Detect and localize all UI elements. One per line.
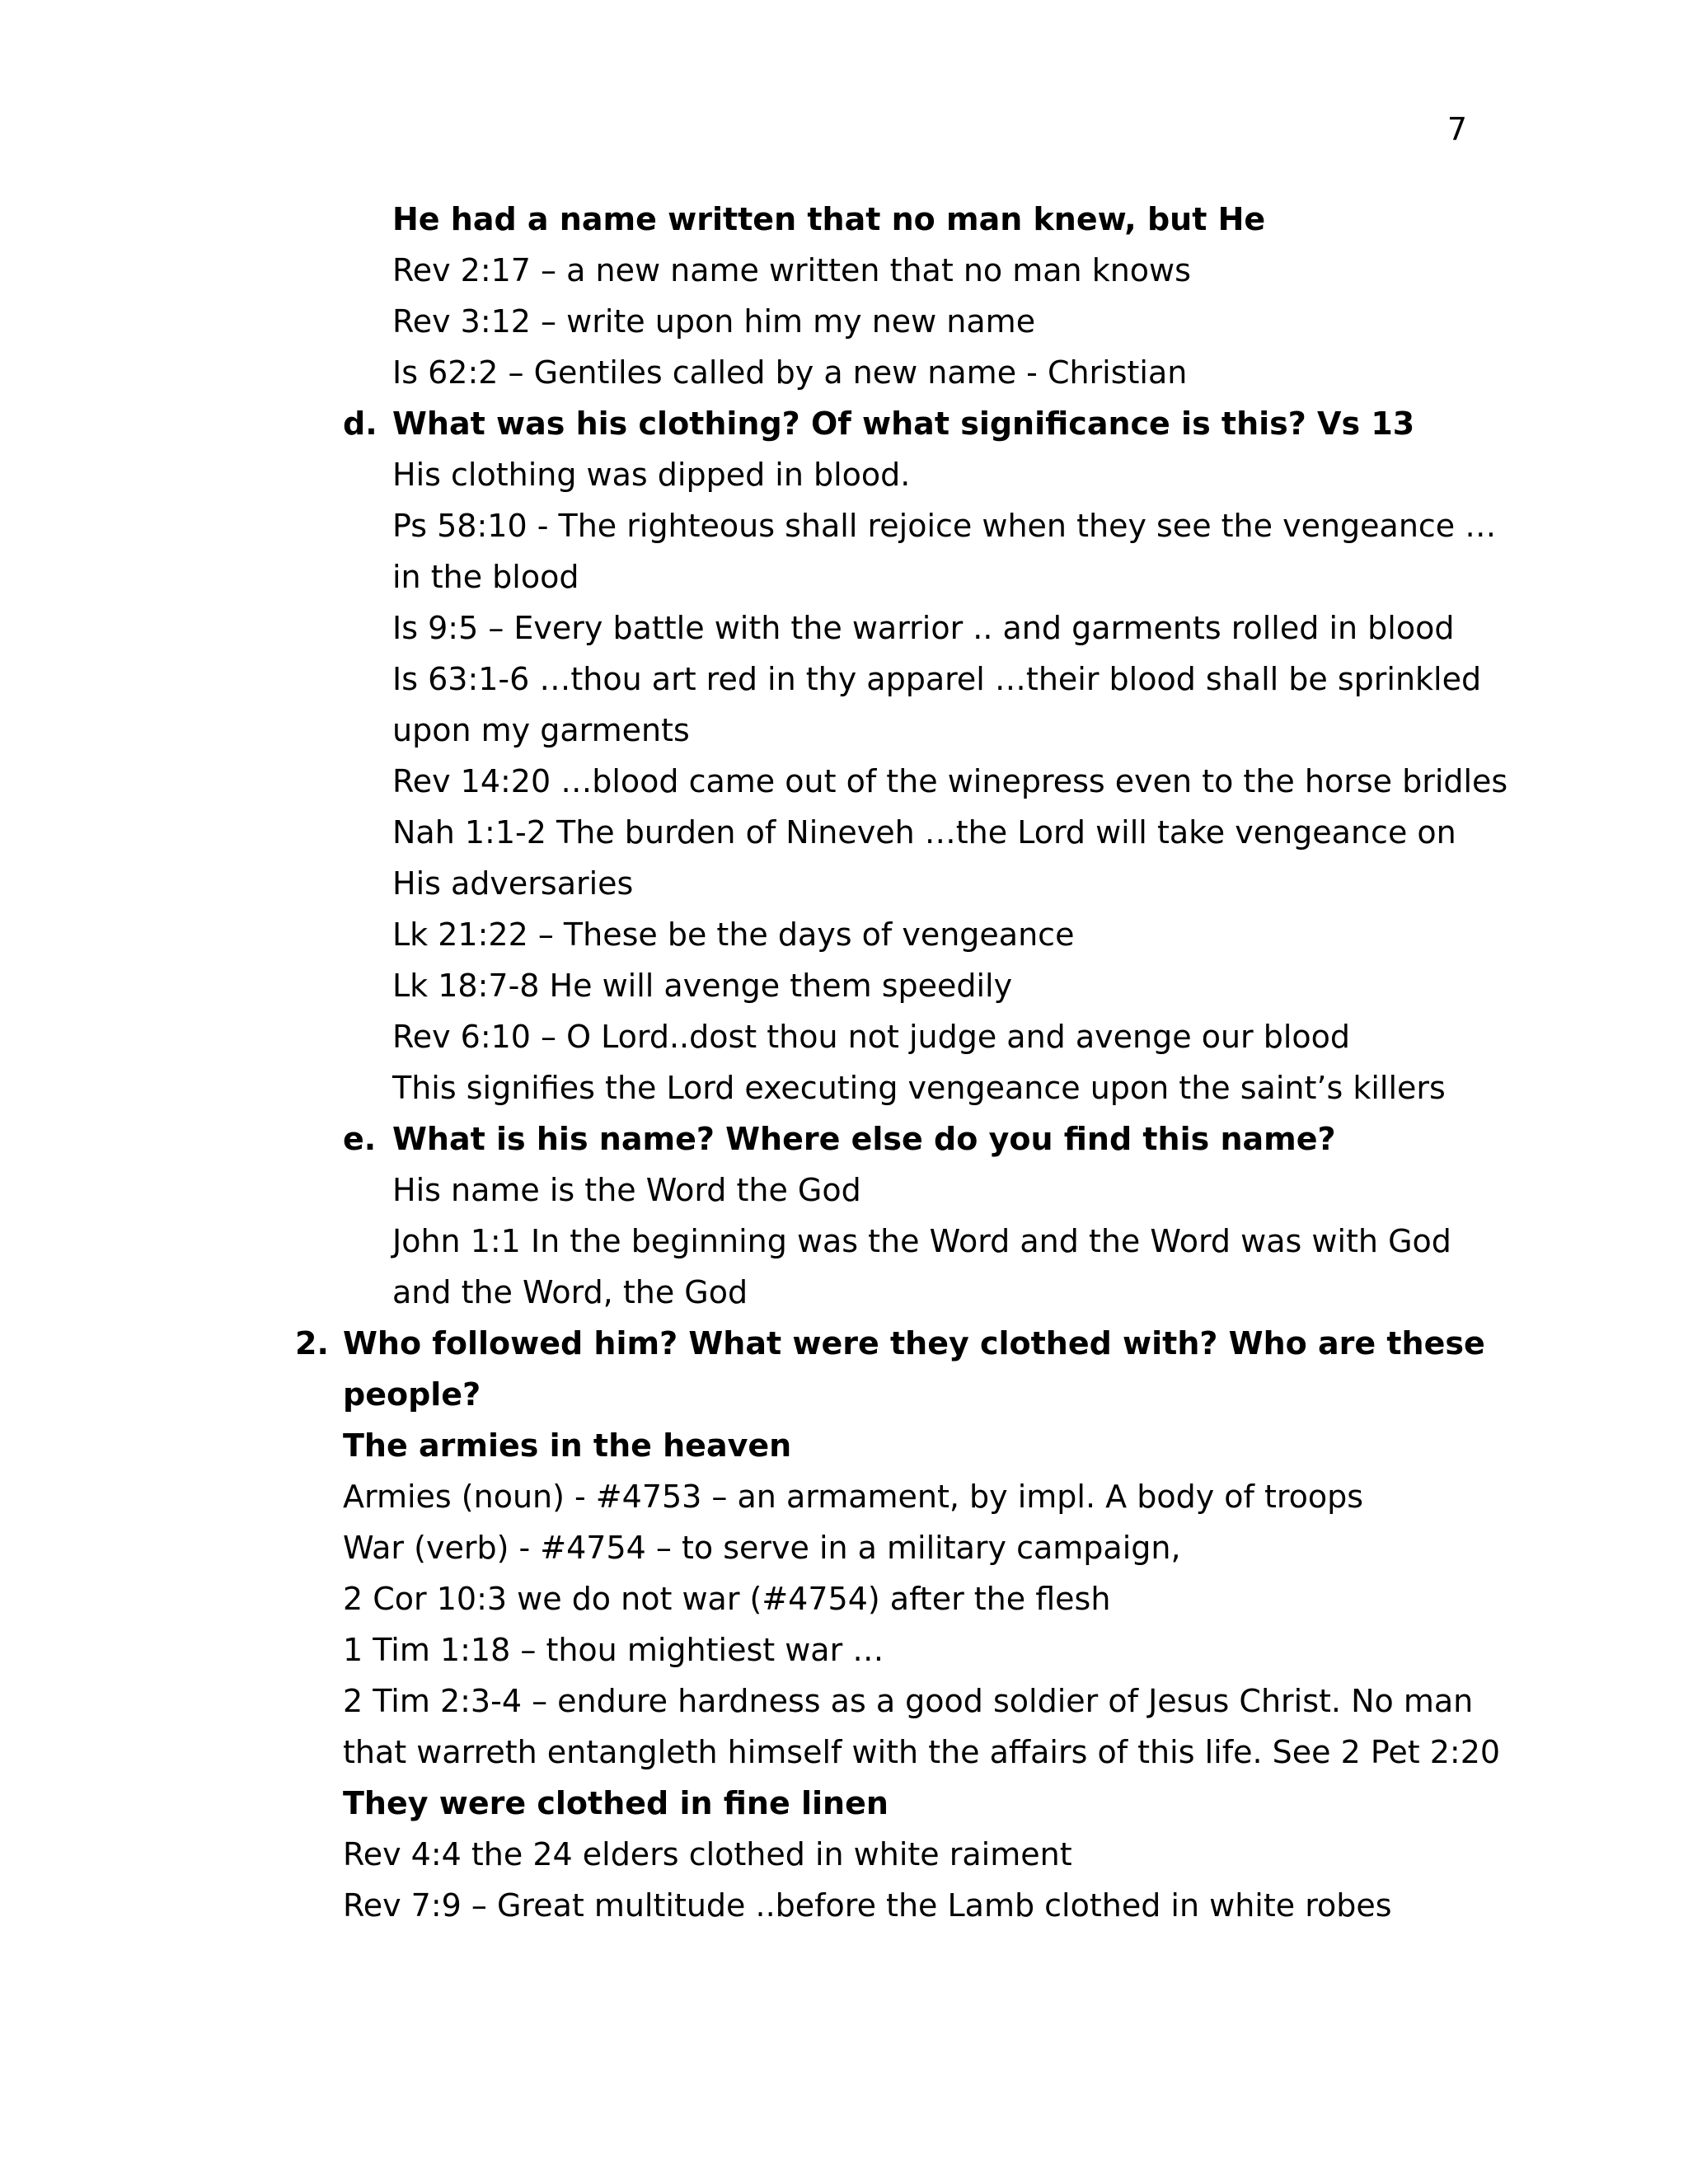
section-c-line: Rev 3:12 – write upon him my new name xyxy=(392,303,1036,340)
item-2-subheading: The armies in the heaven xyxy=(343,1427,792,1464)
section-c-line: Is 62:2 – Gentiles called by a new name - Christian xyxy=(392,354,1188,391)
section-d-line: Lk 18:7-8 He will avenge them speedily xyxy=(392,968,1013,1004)
section-e-line: John 1:1 In the beginning was the Word and the Word was with God xyxy=(392,1223,1451,1259)
item-2-line: War (verb) - #4754 – to serve in a military campaign, xyxy=(343,1530,1181,1566)
section-c-heading: He had a name written that no man knew, but He xyxy=(392,201,1266,237)
item-2-subheading: They were clothed in fine linen xyxy=(343,1785,889,1821)
section-d-line: Is 9:5 – Every battle with the warrior .. and garments rolled in blood xyxy=(392,610,1455,646)
section-d-line: Rev 14:20 …blood came out of the winepress even to the horse bridles xyxy=(392,763,1508,799)
section-d-line: upon my garments xyxy=(392,712,690,748)
section-d-line: Rev 6:10 – O Lord..dost thou not judge and avenge our blood xyxy=(392,1019,1351,1055)
section-e-line: and the Word, the God xyxy=(392,1274,748,1310)
item-2-line: 1 Tim 1:18 – thou mightiest war … xyxy=(343,1632,884,1668)
list-marker-2: 2. xyxy=(295,1325,329,1361)
section-d-line: Nah 1:1-2 The burden of Nineveh …the Lord will take vengeance on xyxy=(392,814,1456,851)
section-d-line: Is 63:1-6 …thou art red in thy apparel …their blood shall be sprinkled xyxy=(392,661,1482,697)
item-2-line: that warreth entangleth himself with the affairs of this life. See 2 Pet 2:20 xyxy=(343,1734,1501,1770)
section-d-line: in the blood xyxy=(392,559,579,595)
section-d-line: Ps 58:10 - The righteous shall rejoice when they see the vengeance … xyxy=(392,508,1497,544)
item-2-heading: Who followed him? What were they clothed with? Who are these xyxy=(343,1325,1485,1361)
section-d-heading: What was his clothing? Of what significance is this? Vs 13 xyxy=(392,405,1415,442)
section-c-line: Rev 2:17 – a new name written that no man knows xyxy=(392,252,1191,288)
section-e-question xyxy=(0,1113,1688,1165)
item-2-line: 2 Tim 2:3-4 – endure hardness as a good soldier of Jesus Christ. No man xyxy=(343,1683,1474,1719)
list-marker-e: e. xyxy=(343,1121,377,1157)
section-d-line: Lk 21:22 – These be the days of vengeance xyxy=(392,916,1075,953)
item-2-line: 2 Cor 10:3 we do not war (#4754) after the flesh xyxy=(343,1581,1111,1617)
item-2-question xyxy=(0,1318,1688,1369)
section-d-line: This signifies the Lord executing vengeance upon the saint’s killers xyxy=(392,1070,1446,1106)
item-2-line: Rev 7:9 – Great multitude ..before the Lamb clothed in white robes xyxy=(343,1887,1392,1924)
item-2-heading-continued: people? xyxy=(343,1376,481,1413)
section-d-line: His adversaries xyxy=(392,865,634,902)
document-body xyxy=(0,194,1688,1931)
item-2-line: Armies (noun) - #4753 – an armament, by impl. A body of troops xyxy=(343,1479,1364,1515)
item-2-line: Rev 4:4 the 24 elders clothed in white raiment xyxy=(343,1836,1072,1872)
section-d-question xyxy=(0,398,1688,449)
page-number: 7 xyxy=(1447,111,1467,148)
section-d-line: His clothing was dipped in blood. xyxy=(392,457,911,493)
section-e-heading: What is his name? Where else do you find this name? xyxy=(392,1121,1336,1157)
section-e-line: His name is the Word the God xyxy=(392,1172,861,1208)
list-marker-d: d. xyxy=(343,405,377,442)
